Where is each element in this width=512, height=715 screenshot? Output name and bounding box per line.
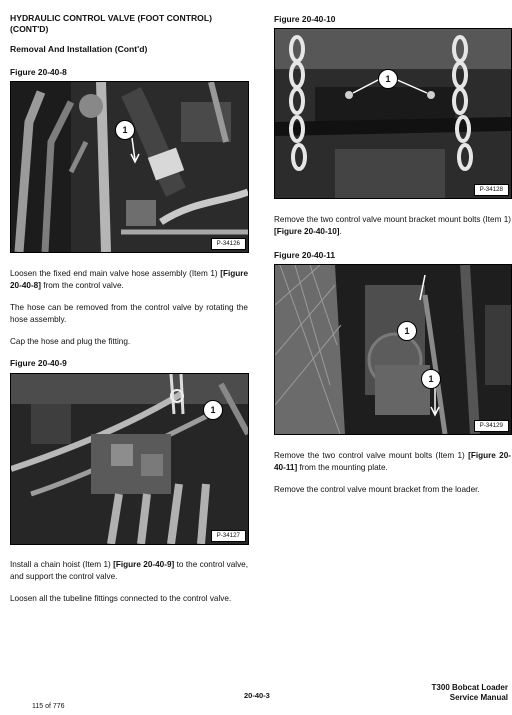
figure-11-callout-upper: 1 [397,321,417,341]
page-count: 115 of 776 [32,703,65,710]
figure-8-callout: 1 [115,120,135,140]
figure-11-callout-lower: 1 [421,369,441,389]
figure-8-title: Figure 20-40-8 [10,67,67,77]
paragraph-loosen-hose: Loosen the fixed end main valve hose assembly (Item 1) [Figure 20-40-8] from the control valve. [10,269,248,290]
figure-8-photo [10,81,249,253]
figure-8-label: P-34126 [211,238,246,250]
section-heading-line2: (CONT'D) [10,23,49,34]
paragraph-cap-hose: Cap the hose and plug the fitting. [10,337,131,346]
manual-title-line1: T300 Bobcat Loader [431,683,508,692]
figure-11-label: P-34129 [474,420,509,432]
paragraph-remove-bracket-bolts: Remove the two control valve mount bracket mount bolts (Item 1) [Figure 20-40-10]. [274,215,511,236]
section-heading-line1: HYDRAULIC CONTROL VALVE (FOOT CONTROL) [10,13,212,23]
figure-9-title: Figure 20-40-9 [10,358,67,368]
manual-title [388,683,508,703]
figure-9-label: P-34127 [211,530,246,542]
subheading: Removal And Installation (Cont'd) [10,44,148,54]
figure-9-photo [10,373,249,545]
figure-9-callout: 1 [203,400,223,420]
manual-title-line2: Service Manual [449,693,508,702]
paragraph-install-hoist: Install a chain hoist (Item 1) [Figure 20-40-9] to the control valve, and support the control valve. [10,560,249,581]
paragraph-remove-hose: The hose can be removed from the control valve by rotating the hose assembly. [10,303,248,324]
figure-10-callout: 1 [378,69,398,89]
figure-10-photo [274,28,512,199]
page-number: 20-40-3 [244,691,270,700]
paragraph-remove-bracket: Remove the control valve mount bracket from the loader. [274,485,480,494]
paragraph-loosen-tubelines: Loosen all the tubeline fittings connected to the control valve. [10,594,232,603]
paragraph-remove-mount-bolts: Remove the two control valve mount bolts (Item 1) [Figure 20-40-11] from the mounting plate. [274,451,511,472]
section-heading [10,13,212,34]
figure-10-label: P-34128 [474,184,509,196]
figure-10-title: Figure 20-40-10 [274,14,336,24]
figure-11-title: Figure 20-40-11 [274,250,335,260]
figure-11-photo [274,264,512,435]
